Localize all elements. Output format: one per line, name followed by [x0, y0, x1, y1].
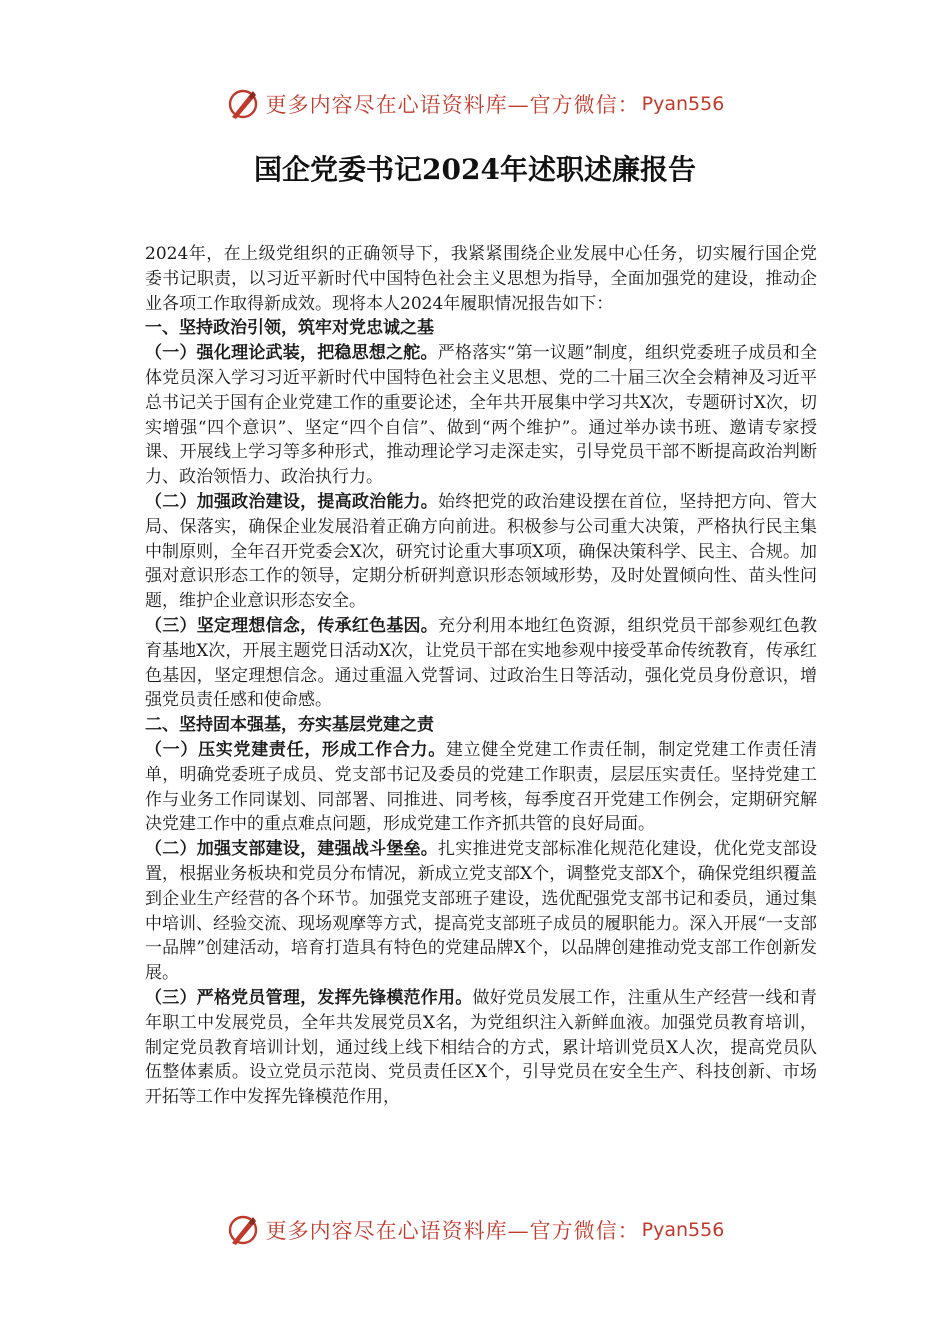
footer-banner-text: 更多内容尽在心语资料库—官方微信：	[265, 1219, 640, 1243]
header-wechat-id: Pyan556	[641, 93, 725, 115]
paragraph	[145, 837, 817, 986]
paragraph	[145, 490, 817, 614]
footer-wechat-id: Pyan556	[641, 1219, 725, 1241]
intro-paragraph: 2024年，在上级党组织的正确领导下，我紧紧围绕企业发展中心任务，切实履行国企党委书记职责，以习近平新时代中国特色社会主义思想为指导，全面加强党的建设，推动企业各项工作取得新成效。现将本人2024年履职情况报告如下：	[145, 244, 817, 314]
report-body	[145, 242, 817, 1110]
paragraph-text: 扎实推进党支部标准化规范化建设，优化党支部设置，根据业务板块和党员分布情况，新成立党支部X个，调整党支部X个，确保党组织覆盖到企业生产经营的各个环节。加强党支部班子建设，选优配强党支部书记和委员，通过集中培训、经验交流、现场观摩等方式，提高党支部班子成员的履职能力。深入开展“一支部一品牌”创建活动，培育打造具有特色的党建品牌X个，以品牌创建推动党支部工作创新发展。	[145, 839, 818, 984]
pen-circle-logo-icon	[226, 87, 260, 121]
paragraph-text: 充分利用本地红色资源，组织党员干部参观红色教育基地X次，开展主题党日活动X次，让党员干部在实地参观中接受革命传统教育，传承红色基因，坚定理想信念。通过重温入党誓词、过政治生日等活动，强化党员身份意识，增强党员责任感和使命感。	[145, 615, 818, 711]
header-banner-text: 更多内容尽在心语资料库—官方微信：	[265, 93, 640, 117]
page-title: 国企党委书记2024年述职述廉报告	[254, 153, 696, 186]
paragraph-text: 建立健全党建工作责任制，制定党建工作责任清单，明确党委班子成员、党支部书记及委员的党建工作职责，层层压实责任。坚持党建工作与业务工作同谋划、同部署、同推进、同考核，每季度召开党建工作例会，定期研究解决党建工作中的重点难点问题，形成党建工作齐抓共管的良好局面。	[145, 739, 818, 835]
subheading: （二）加强政治建设，提高政治能力。	[145, 491, 439, 512]
header-banner[interactable]	[0, 84, 950, 124]
section-heading: 二、坚持固本强基，夯实基层党建之责	[145, 715, 434, 736]
subheading: （一）压实党建责任，形成工作合力。	[145, 739, 446, 760]
paragraph	[145, 341, 817, 490]
paragraph	[145, 738, 817, 837]
subheading: （一）强化理论武装，把稳思想之舵。	[145, 343, 438, 364]
paragraph-text: 严格落实“第一议题”制度，组织党委班子成员和全体党员深入学习习近平新时代中国特色社会主义思想、党的二十届三次全会精神及习近平总书记关于国有企业党建工作的重要论述，全年共开展集中学习共X次，专题研讨X次，切实增强“四个意识”、坚定“四个自信”、做到“两个维护”。通过举办读书班、邀请专家授课、开展线上学习等多种形式，推动理论学习走深走实，引导党员干部不断提高政治判断力、政治领悟力、政治执行力。	[145, 343, 818, 488]
paragraph	[145, 986, 817, 1110]
pen-circle-logo-icon	[226, 1213, 260, 1247]
subheading: （三）严格党员管理，发挥先锋模范作用。	[145, 987, 473, 1008]
paragraph	[145, 614, 817, 713]
footer-banner[interactable]	[0, 1210, 950, 1250]
paragraph-text: 做好党员发展工作，注重从生产经营一线和青年职工中发展党员，全年共发展党员X名，为党组织注入新鲜血液。加强党员教育培训，制定党员教育培训计划，通过线上线下相结合的方式，累计培训党员X人次，提高党员队伍整体素质。设立党员示范岗、党员责任区X个，引导党员在安全生产、科技创新、市场开拓等工作中发挥先锋模范作用，	[145, 987, 817, 1108]
subheading: （二）加强支部建设，建强战斗堡垒。	[145, 839, 439, 860]
section-heading: 一、坚持政治引领，筑牢对党忠诚之基	[145, 318, 434, 339]
paragraph-text: 始终把党的政治建设摆在首位，坚持把方向、管大局、保落实，确保企业发展沿着正确方向前进。积极参与公司重大决策，严格执行民主集中制原则，全年召开党委会X次，研究讨论重大事项X项，确保决策科学、民主、合规。加强对意识形态工作的领导，定期分析研判意识形态领域形势，及时处置倾向性、苗头性问题，维护企业意识形态安全。	[145, 491, 818, 612]
subheading: （三）坚定理想信念，传承红色基因。	[145, 615, 439, 636]
